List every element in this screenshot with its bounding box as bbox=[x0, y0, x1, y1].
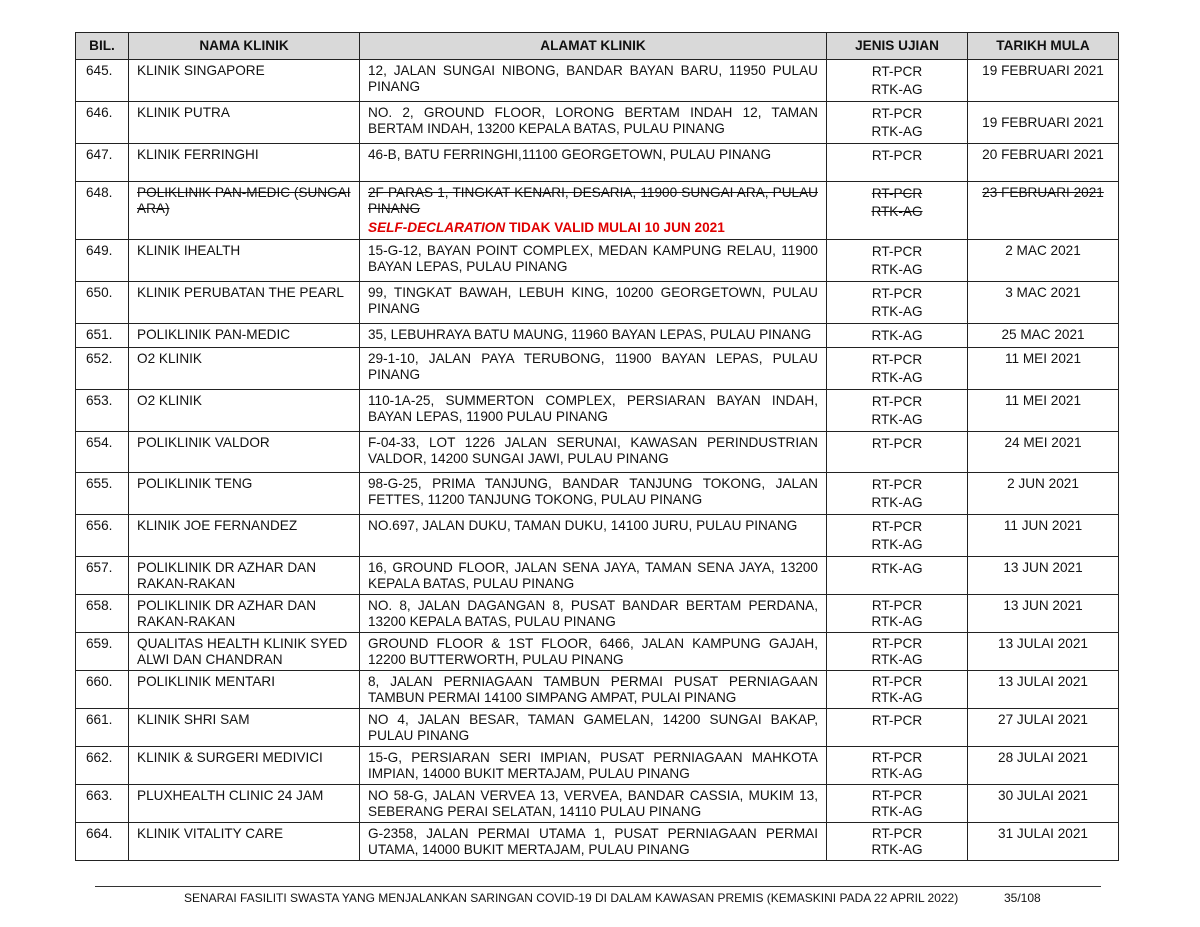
cell-nama: KLINIK SINGAPORE bbox=[129, 60, 360, 102]
table-row bbox=[76, 324, 1119, 348]
table-row bbox=[76, 390, 1119, 432]
cell-bil: 658. bbox=[76, 595, 129, 633]
test-type: RT-PCR bbox=[871, 713, 923, 728]
cell-jenis bbox=[827, 823, 968, 861]
cell-tarikh: 28 JULAI 2021 bbox=[968, 747, 1119, 785]
test-type: RT-PCR bbox=[871, 106, 923, 121]
cell-jenis bbox=[827, 240, 968, 282]
table-row bbox=[76, 633, 1119, 671]
cell-alamat: 12, JALAN SUNGAI NIBONG, BANDAR BAYAN BARU, 11950 PULAU PINANG bbox=[360, 60, 827, 102]
test-type: RTK-AG bbox=[871, 690, 923, 705]
cell-alamat: 110-1A-25, SUMMERTON COMPLEX, PERSIARAN BAYAN INDAH, BAYAN LEPAS, 11900 PULAU PINANG bbox=[360, 390, 827, 432]
cell-jenis bbox=[827, 709, 968, 747]
header-jenis-ujian: JENIS UJIAN bbox=[827, 33, 968, 60]
cell-tarikh: 20 FEBRUARI 2021 bbox=[968, 144, 1119, 182]
cell-alamat: 46-B, BATU FERRINGHI,11100 GEORGETOWN, PULAU PINANG bbox=[360, 144, 827, 182]
cell-alamat: 35, LEBUHRAYA BATU MAUNG, 11960 BAYAN LEPAS, PULAU PINANG bbox=[360, 324, 827, 348]
test-type: RT-PCR bbox=[871, 436, 923, 451]
header-alamat-klinik: ALAMAT KLINIK bbox=[360, 33, 827, 60]
cell-bil: 661. bbox=[76, 709, 129, 747]
cell-nama: KLINIK PERUBATAN THE PEARL bbox=[129, 282, 360, 324]
cell-tarikh: 11 MEI 2021 bbox=[968, 390, 1119, 432]
cell-bil: 646. bbox=[76, 102, 129, 144]
cell-nama: KLINIK & SURGERI MEDIVICI bbox=[129, 747, 360, 785]
cell-bil: 652. bbox=[76, 348, 129, 390]
invalid-notice bbox=[368, 220, 848, 236]
cell-jenis bbox=[827, 348, 968, 390]
test-type: RT-PCR bbox=[871, 598, 923, 613]
test-type: RTK-AG bbox=[871, 842, 923, 857]
cell-alamat: GROUND FLOOR & 1ST FLOOR, 6466, JALAN KAMPUNG GAJAH, 12200 BUTTERWORTH, PULAU PINANG bbox=[360, 633, 827, 671]
notice-tidak-valid: TIDAK VALID MULAI 10 JUN 2021 bbox=[508, 220, 725, 235]
cell-nama: POLIKLINIK PAN-MEDIC (SUNGAI ARA) bbox=[129, 182, 360, 240]
table-row bbox=[76, 473, 1119, 515]
test-type: RT-PCR bbox=[871, 519, 923, 534]
cell-alamat: 99, TINGKAT BAWAH, LEBUH KING, 10200 GEORGETOWN, PULAU PINANG bbox=[360, 282, 827, 324]
test-type: RTK-AG bbox=[871, 124, 923, 139]
cell-nama: POLIKLINIK MENTARI bbox=[129, 671, 360, 709]
cell-bil: 648. bbox=[76, 182, 129, 240]
cell-tarikh: 13 JULAI 2021 bbox=[968, 671, 1119, 709]
test-type: RTK-AG bbox=[871, 652, 923, 667]
cell-jenis bbox=[827, 747, 968, 785]
cell-alamat: 16, GROUND FLOOR, JALAN SENA JAYA, TAMAN SENA JAYA, 13200 KEPALA BATAS, PULAU PINANG bbox=[360, 557, 827, 595]
table-row bbox=[76, 102, 1119, 144]
test-type: RT-PCR bbox=[871, 477, 923, 492]
test-type: RT-PCR bbox=[871, 186, 923, 201]
cell-nama: KLINIK FERRINGHI bbox=[129, 144, 360, 182]
test-type: RTK-AG bbox=[871, 412, 923, 427]
cell-jenis bbox=[827, 671, 968, 709]
cell-bil: 659. bbox=[76, 633, 129, 671]
cell-jenis bbox=[827, 60, 968, 102]
cell-bil: 657. bbox=[76, 557, 129, 595]
cell-bil: 660. bbox=[76, 671, 129, 709]
cell-nama: KLINIK SHRI SAM bbox=[129, 709, 360, 747]
cell-alamat: 98-G-25, PRIMA TANJUNG, BANDAR TANJUNG TOKONG, JALAN FETTES, 11200 TANJUNG TOKONG, PULAU PINANG bbox=[360, 473, 827, 515]
table-header-row bbox=[76, 33, 1119, 60]
cell-jenis bbox=[827, 785, 968, 823]
test-type: RTK-AG bbox=[871, 328, 923, 343]
cell-alamat: 15-G, PERSIARAN SERI IMPIAN, PUSAT PERNIAGAAN MAHKOTA IMPIAN, 14000 BUKIT MERTAJAM, PULAU PINANG bbox=[360, 747, 827, 785]
cell-bil: 664. bbox=[76, 823, 129, 861]
table-row bbox=[76, 709, 1119, 747]
cell-bil: 645. bbox=[76, 60, 129, 102]
cell-tarikh: 30 JULAI 2021 bbox=[968, 785, 1119, 823]
table-row bbox=[76, 671, 1119, 709]
cell-jenis bbox=[827, 432, 968, 473]
cell-alamat: NO. 2, GROUND FLOOR, LORONG BERTAM INDAH 12, TAMAN BERTAM INDAH, 13200 KEPALA BATAS, PULAU PINANG bbox=[360, 102, 827, 144]
cell-bil: 663. bbox=[76, 785, 129, 823]
cell-tarikh: 31 JULAI 2021 bbox=[968, 823, 1119, 861]
cell-tarikh: 11 JUN 2021 bbox=[968, 515, 1119, 557]
cell-nama: QUALITAS HEALTH KLINIK SYED ALWI DAN CHANDRAN bbox=[129, 633, 360, 671]
header-bil: BIL. bbox=[76, 33, 129, 60]
test-type: RTK-AG bbox=[871, 262, 923, 277]
cell-nama: KLINIK VITALITY CARE bbox=[129, 823, 360, 861]
cell-bil: 655. bbox=[76, 473, 129, 515]
cell-jenis bbox=[827, 390, 968, 432]
test-type: RTK-AG bbox=[871, 204, 923, 219]
test-type: RT-PCR bbox=[871, 750, 923, 765]
cell-nama: KLINIK JOE FERNANDEZ bbox=[129, 515, 360, 557]
cell-nama: POLIKLINIK VALDOR bbox=[129, 432, 360, 473]
test-type: RT-PCR bbox=[871, 64, 923, 79]
cell-nama: O2 KLINIK bbox=[129, 390, 360, 432]
table-row bbox=[76, 557, 1119, 595]
table-row bbox=[76, 595, 1119, 633]
notice-self-declaration: SELF-DECLARATION bbox=[368, 220, 506, 235]
cell-alamat: 15-G-12, BAYAN POINT COMPLEX, MEDAN KAMPUNG RELAU, 11900 BAYAN LEPAS, PULAU PINANG bbox=[360, 240, 827, 282]
cell-tarikh: 3 MAC 2021 bbox=[968, 282, 1119, 324]
cell-bil: 647. bbox=[76, 144, 129, 182]
test-type: RTK-AG bbox=[871, 537, 923, 552]
cell-alamat: NO 58-G, JALAN VERVEA 13, VERVEA, BANDAR CASSIA, MUKIM 13, SEBERANG PERAI SELATAN, 14110 PULAU PINANG bbox=[360, 785, 827, 823]
test-type: RTK-AG bbox=[871, 495, 923, 510]
table-row bbox=[76, 240, 1119, 282]
test-type: RTK-AG bbox=[871, 804, 923, 819]
table-row bbox=[76, 348, 1119, 390]
table-row bbox=[76, 60, 1119, 102]
page-number: 35/108 bbox=[1004, 891, 1041, 905]
cell-tarikh: 25 MAC 2021 bbox=[968, 324, 1119, 348]
cell-nama: POLIKLINIK PAN-MEDIC bbox=[129, 324, 360, 348]
cell-jenis bbox=[827, 282, 968, 324]
table-row-withdrawn bbox=[76, 182, 1119, 240]
cell-nama: POLIKLINIK DR AZHAR DAN RAKAN-RAKAN bbox=[129, 595, 360, 633]
cell-bil: 656. bbox=[76, 515, 129, 557]
cell-jenis bbox=[827, 633, 968, 671]
cell-tarikh: 27 JULAI 2021 bbox=[968, 709, 1119, 747]
cell-jenis bbox=[827, 102, 968, 144]
test-type: RT-PCR bbox=[871, 148, 923, 163]
cell-nama: KLINIK PUTRA bbox=[129, 102, 360, 144]
cell-alamat: 29-1-10, JALAN PAYA TERUBONG, 11900 BAYAN LEPAS, PULAU PINANG bbox=[360, 348, 827, 390]
cell-alamat: NO.697, JALAN DUKU, TAMAN DUKU, 14100 JURU, PULAU PINANG bbox=[360, 515, 827, 557]
cell-jenis bbox=[827, 144, 968, 182]
test-type: RTK-AG bbox=[871, 561, 923, 576]
cell-bil: 649. bbox=[76, 240, 129, 282]
cell-tarikh: 24 MEI 2021 bbox=[968, 432, 1119, 473]
table-row bbox=[76, 282, 1119, 324]
table-row bbox=[76, 144, 1119, 182]
test-type: RT-PCR bbox=[871, 352, 923, 367]
cell-alamat: G-2358, JALAN PERMAI UTAMA 1, PUSAT PERNIAGAAN PERMAI UTAMA, 14000 BUKIT MERTAJAM, PULAU PINANG bbox=[360, 823, 827, 861]
cell-tarikh: 13 JULAI 2021 bbox=[968, 633, 1119, 671]
cell-alamat bbox=[360, 182, 827, 240]
cell-nama: POLIKLINIK DR AZHAR DAN RAKAN-RAKAN bbox=[129, 557, 360, 595]
cell-alamat: NO. 8, JALAN DAGANGAN 8, PUSAT BANDAR BERTAM PERDANA, 13200 KEPALA BATAS, PULAU PINANG bbox=[360, 595, 827, 633]
test-type: RT-PCR bbox=[871, 244, 923, 259]
cell-nama: PLUXHEALTH CLINIC 24 JAM bbox=[129, 785, 360, 823]
cell-tarikh: 2 JUN 2021 bbox=[968, 473, 1119, 515]
header-nama-klinik: NAMA KLINIK bbox=[129, 33, 360, 60]
cell-alamat: F-04-33, LOT 1226 JALAN SERUNAI, KAWASAN PERINDUSTRIAN VALDOR, 14200 SUNGAI JAWI, PULAU PINANG bbox=[360, 432, 827, 473]
table-row bbox=[76, 747, 1119, 785]
cell-bil: 650. bbox=[76, 282, 129, 324]
test-type: RTK-AG bbox=[871, 370, 923, 385]
test-type: RT-PCR bbox=[871, 788, 923, 803]
test-type: RT-PCR bbox=[871, 636, 923, 651]
table-row bbox=[76, 823, 1119, 861]
footer-divider bbox=[95, 886, 1101, 887]
cell-tarikh: 13 JUN 2021 bbox=[968, 595, 1119, 633]
struck-address: 2F PARAS 1, TINGKAT KENARI, DESARIA, 11900 SUNGAI ARA, PULAU PINANG bbox=[368, 185, 818, 216]
cell-alamat: NO 4, JALAN BESAR, TAMAN GAMELAN, 14200 SUNGAI BAKAP, PULAU PINANG bbox=[360, 709, 827, 747]
cell-alamat: 8, JALAN PERNIAGAAN TAMBUN PERMAI PUSAT PERNIAGAAN TAMBUN PERMAI 14100 SIMPANG AMPAT, PULAI PINANG bbox=[360, 671, 827, 709]
test-type: RT-PCR bbox=[871, 674, 923, 689]
test-type: RT-PCR bbox=[871, 394, 923, 409]
cell-tarikh: 13 JUN 2021 bbox=[968, 557, 1119, 595]
cell-nama: KLINIK IHEALTH bbox=[129, 240, 360, 282]
table-row bbox=[76, 785, 1119, 823]
test-type: RT-PCR bbox=[871, 286, 923, 301]
clinic-table bbox=[75, 32, 1119, 861]
header-tarikh-mula: TARIKH MULA bbox=[968, 33, 1119, 60]
cell-tarikh: 19 FEBRUARI 2021 bbox=[968, 102, 1119, 144]
cell-tarikh: 2 MAC 2021 bbox=[968, 240, 1119, 282]
cell-tarikh: 23 FEBRUARI 2021 bbox=[968, 182, 1119, 240]
cell-jenis bbox=[827, 324, 968, 348]
footer-title: SENARAI FASILITI SWASTA YANG MENJALANKAN SARINGAN COVID-19 DI DALAM KAWASAN PREMIS (KEMASKINI PADA 22 APRIL 2022) bbox=[184, 891, 959, 905]
cell-tarikh: 11 MEI 2021 bbox=[968, 348, 1119, 390]
table-row bbox=[76, 515, 1119, 557]
cell-bil: 662. bbox=[76, 747, 129, 785]
table-row bbox=[76, 432, 1119, 473]
cell-jenis bbox=[827, 473, 968, 515]
test-type: RT-PCR bbox=[871, 826, 923, 841]
cell-tarikh: 19 FEBRUARI 2021 bbox=[968, 60, 1119, 102]
cell-jenis bbox=[827, 515, 968, 557]
test-type: RTK-AG bbox=[871, 614, 923, 629]
cell-bil: 651. bbox=[76, 324, 129, 348]
cell-bil: 653. bbox=[76, 390, 129, 432]
test-type: RTK-AG bbox=[871, 82, 923, 97]
cell-nama: POLIKLINIK TENG bbox=[129, 473, 360, 515]
cell-jenis bbox=[827, 595, 968, 633]
cell-bil: 654. bbox=[76, 432, 129, 473]
test-type: RTK-AG bbox=[871, 766, 923, 781]
cell-jenis bbox=[827, 557, 968, 595]
cell-nama: O2 KLINIK bbox=[129, 348, 360, 390]
test-type: RTK-AG bbox=[871, 304, 923, 319]
